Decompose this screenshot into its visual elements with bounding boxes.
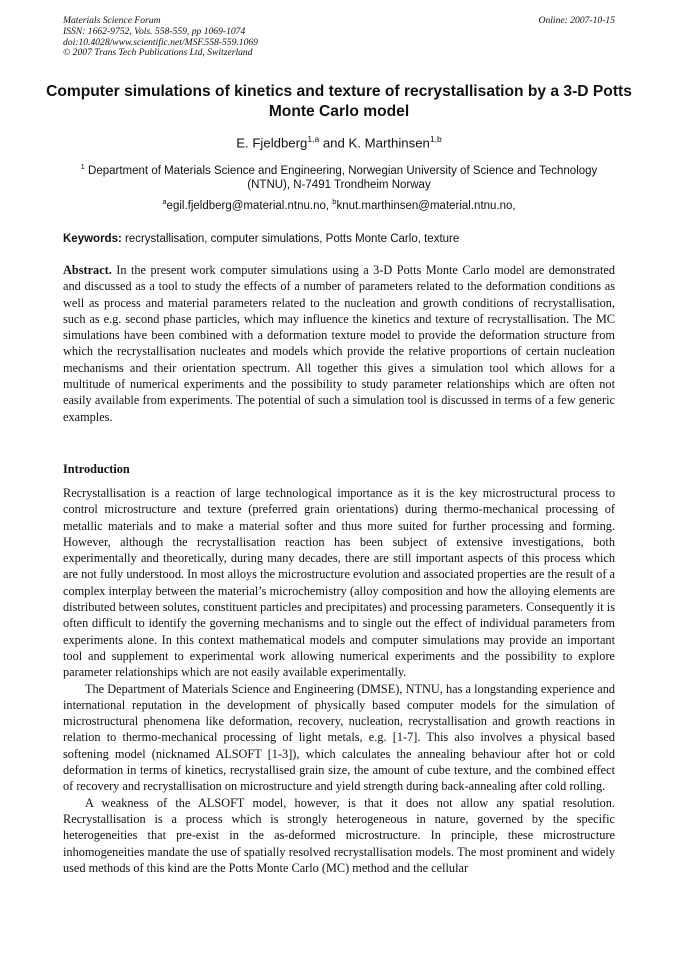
abstract-text: In the present work computer simulations using a 3-D Potts Monte Carlo model are demonstrated and discussed as a tool to study the effects of a number of parameters related to the deformation conditions as well as process and material parameters related to the nucleation and growth conditions of recrystallisation, such as e.g. second phase particles, which may influence the kinetics and texture of recrystallisation. The MC simulations have been combined with a deformation texture model to provide the deformation structure from which the recrystallisation nucleates and models which provide the relative proportions of certain nucleation mechanisms and their orientation spectrum. All together this gives a simulation tool which allows for a multitude of numerical experiments and the possibility to study parameter relationships which are often not easily available from experiments. The potential of such a simulation tool is discussed in terms of a few generic examples. [63,263,615,424]
keywords-label: Keywords: [63,233,122,245]
email-link: knut.marthinsen@material.ntnu.no, [336,199,516,212]
introduction-body [63,485,615,876]
author-name: E. Fjeldberg [236,135,308,151]
abstract [63,262,615,425]
section-heading-introduction: Introduction [63,462,130,476]
journal-name: Materials Science Forum [63,15,161,26]
copyright-line: © 2007 Trans Tech Publications Ltd, Switzerland [63,47,253,59]
affiliation-text: Department of Materials Science and Engineering, Norwegian University of Science and Technology (NTNU), N-7491 Trondheim Norway [84,164,598,192]
doi-line: doi:10.4028/www.scientific.net/MSF.558-559.1069 [63,36,258,48]
paper-title: Computer simulations of kinetics and texture of recrystallisation by a 3-D Potts Monte Carlo model [46,83,632,120]
body-paragraph: Recrystallisation is a reaction of large technological importance as it is the key microstructural process to control microstructure and texture (preferred grain orientations) during thermo-mechanical processing of metallic materials and to make a material softer and thus more suited for further processing and forming. However, although the recrystallisation reaction has been subject of extensive investigations, both experimentally and theoretically, during many decades, there are still important aspects of this process which are not fully understood. In most alloys the microstructure evolution and associated properties are the result of a complex interplay between the material’s microchemistry (alloy composition and how the alloying elements are distributed between solutes, constituent particles and precipitates) and processing parameters. Consequently it is often difficult to identify the governing mechanisms and to single out the effect of individual parameters from experiments alone. In this context mathematical models and computer simulations may provide an important tool and supplement to experimental work allowing numerical experiments and the possibility to explore parameter relationships which are not easily available experimentally. [63,486,615,680]
body-paragraph: A weakness of the ALSOFT model, however, is that it does not allow any spatial resolution. Recrystallisation is a process which is strongly heterogeneous in nature, governed by the specific heterogeneities that pre-exist in the as-deformed microstructure. In principle, these microstructure inhomogeneities mandate the use of spatially resolved recrystallisation models. The most prominent and widely used methods of this kind are the Potts Monte Carlo (MC) method and the cellular [63,795,615,875]
issn-line: ISSN: 1662-9752, Vols. 558-559, pp 1069-1074 [63,25,246,37]
email-link: egil.fjeldberg@material.ntnu.no, [166,199,333,212]
email-superscript: a [162,197,167,206]
body-paragraph: The Department of Materials Science and Engineering (DMSE), NTNU, has a longstanding experience and international reputation in the development of physically based computer models for the simulation of microstructural phenomena like deformation, recovery, nucleation, recrystallisation and growth reactions in relation to thermo-mechanical processing of light metals, e.g. [1-7]. This also involves a physical based softening model (nicknamed ALSOFT [1-3]), which calculates the annealing behaviour after hot or cold deformation in terms of kinetics, recrystallised grain size, the amount of cube texture, and the combined effect of recovery and recrystallisation on microstructure and yield strength during back-annealing after cold rolling. [63,681,615,794]
keywords [63,232,615,246]
author-line [40,131,638,151]
author-superscript: 1,a [307,134,320,144]
abstract-label: Abstract. [63,263,112,277]
email-superscript: b [332,197,337,206]
online-date: Online: 2007-10-15 [538,15,615,26]
affiliation-superscript: 1 [80,162,85,171]
email-line [40,195,638,213]
affiliation [70,160,608,193]
keywords-text: recrystallisation, computer simulations, Potts Monte Carlo, texture [121,233,460,245]
author-superscript: 1,b [429,134,442,144]
author-conjunction: and [319,135,349,151]
author-name: K. Marthinsen [348,135,430,151]
journal-header [63,16,615,59]
